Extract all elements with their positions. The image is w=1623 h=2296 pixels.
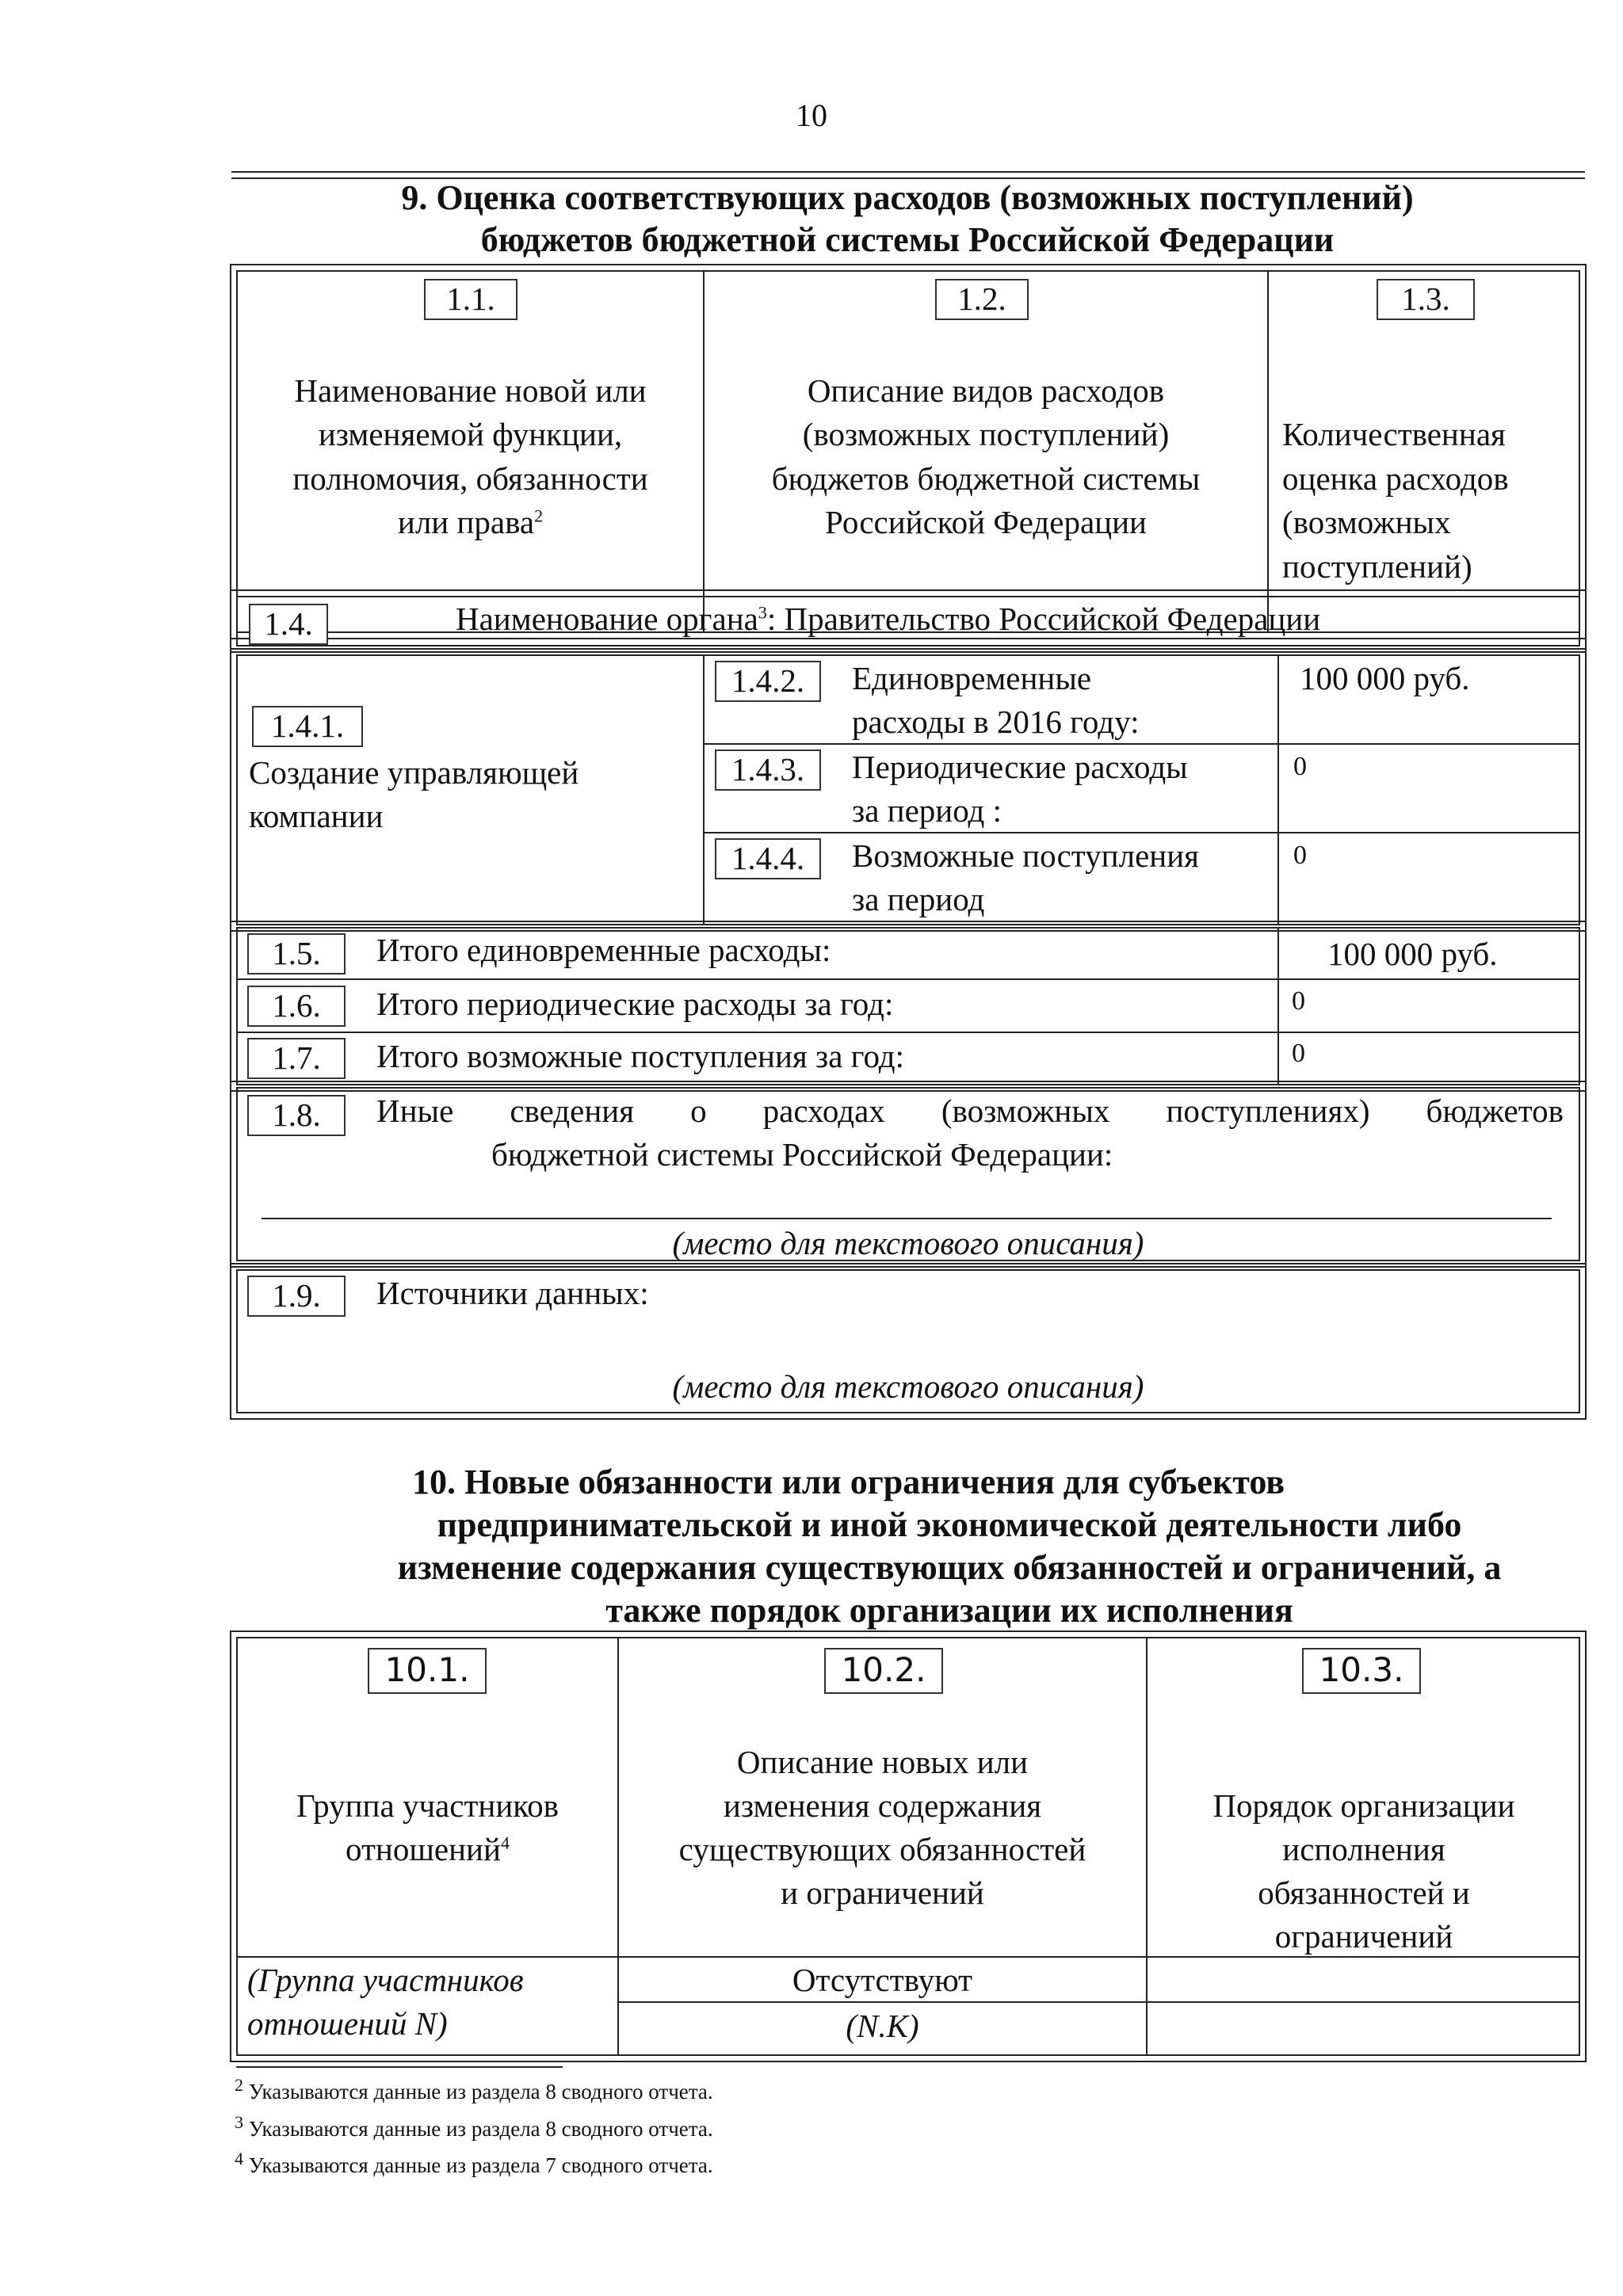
- s9-totals-divider: [1277, 927, 1279, 1085]
- footnote-4: [235, 2149, 713, 2177]
- footnote-4-num: 4: [235, 2149, 243, 2168]
- function-name-line1: Создание управляющей: [249, 754, 579, 791]
- row-1-4-4-line1: Возможные поступления: [852, 837, 1200, 874]
- footnote-2-text: Указываются данные из раздела 8 сводного отчета.: [243, 2080, 713, 2103]
- s10-desc-line2: (N.K): [846, 2008, 919, 2044]
- s10-desc-line1: Отсутствуют: [792, 1962, 973, 1998]
- organ-label: Наименование органа: [456, 601, 758, 637]
- total-1-7-label: Итого возможные поступления за год:: [376, 1038, 905, 1074]
- row-1-4-4-value: 0: [1293, 841, 1307, 870]
- sources-placeholder: (место для текстового описания): [672, 1368, 1144, 1405]
- section9-title-line2: бюджетов бюджетной системы Российской Федерации: [480, 220, 1335, 259]
- s10-group-line1: (Группа участников: [247, 1962, 524, 1998]
- s10-c1-line2-text: отношений: [346, 1831, 501, 1867]
- footnote-2: [235, 2075, 713, 2103]
- c3-line3: (возможных: [1282, 504, 1451, 540]
- c1-line3: полномочия, обязанности: [292, 460, 648, 497]
- row-1-4-4-line2: за период: [852, 881, 985, 917]
- s10-c3-line4: ограничений: [1274, 1918, 1453, 1955]
- footnote-4-text: Указываются данные из раздела 7 сводного отчета.: [243, 2153, 713, 2177]
- other-description-rule: [262, 1218, 1552, 1219]
- code-1-8: 1.8.: [247, 1095, 346, 1136]
- organ-value: : Правительство Российской Федерации: [766, 601, 1321, 637]
- s10-c2-line3: существующих обязанностей: [678, 1831, 1086, 1867]
- section9-title-line1: 9. Оценка соответствующих расходов (возможных поступлений): [401, 178, 1414, 217]
- footnote-3-num: 3: [235, 2112, 243, 2132]
- s10-c1-line2: [238, 1828, 617, 1871]
- row-1-4-3-line2: за период :: [852, 792, 1002, 829]
- s10-c2-line1: Описание новых или: [736, 1744, 1029, 1780]
- code-1-5: 1.5.: [247, 933, 346, 974]
- other-line1: Иные сведения о расходах (возможных поступлениях) бюджетов: [376, 1093, 1564, 1129]
- code-1-1: 1.1.: [424, 279, 517, 320]
- code-1-4: 1.4.: [249, 604, 328, 645]
- c2-line3: бюджетов бюджетной системы: [771, 460, 1201, 497]
- c1-line1: Наименование новой или: [294, 372, 647, 409]
- top-rule: [231, 171, 1585, 173]
- total-1-6-value: 0: [1292, 986, 1305, 1016]
- footnote-ref-3: 3: [758, 602, 767, 623]
- s9-header-divider-2: [1267, 270, 1269, 633]
- section10-title-line1: 10. Новые обязанности или ограничения для субъектов: [412, 1463, 1285, 1501]
- section10-title-line2: предпринимательской и иной экономической деятельности либо: [437, 1505, 1462, 1544]
- footnote-separator: [236, 2066, 563, 2068]
- row-1-4-2-line2: расходы в 2016 году:: [852, 704, 1140, 740]
- c2-line1: Описание видов расходов: [807, 372, 1165, 409]
- section10-title-line4: также порядок организации их исполнения: [605, 1591, 1293, 1630]
- s9-function-row-line-2: [703, 832, 1580, 833]
- code-10-3: 10.3.: [1302, 1648, 1421, 1694]
- page-number: 10: [796, 97, 827, 133]
- c1-line2: изменяемой функции,: [318, 416, 623, 452]
- function-name-line2: компании: [249, 798, 384, 834]
- s9-function-divider-2: [1277, 654, 1279, 925]
- s9-totals-line-1: [236, 978, 1580, 980]
- total-1-5-value: 100 000 руб.: [1327, 936, 1498, 972]
- organ-line: [456, 597, 1320, 641]
- s10-c2-line2: изменения содержания: [723, 1787, 1042, 1824]
- code-1-2: 1.2.: [935, 279, 1029, 320]
- code-1-3: 1.3.: [1377, 279, 1475, 320]
- total-1-7-value: 0: [1292, 1039, 1305, 1068]
- c3-line2: оценка расходов: [1282, 460, 1509, 497]
- code-1-4-1: 1.4.1.: [252, 706, 363, 747]
- code-1-4-4: 1.4.4.: [715, 838, 821, 879]
- total-1-5-label: Итого единовременные расходы:: [376, 932, 831, 968]
- code-1-4-2: 1.4.2.: [715, 661, 821, 702]
- c2-line2: (возможных поступлений): [802, 416, 1170, 452]
- code-10-1: 10.1.: [368, 1648, 487, 1694]
- s10-c3-line1: Порядок организации: [1212, 1787, 1515, 1824]
- row-1-4-2-value: 100 000 руб.: [1300, 660, 1470, 696]
- row-1-4-3-line1: Периодические расходы: [852, 749, 1188, 785]
- s10-c2-line4: и ограничений: [781, 1875, 984, 1911]
- code-1-9: 1.9.: [247, 1276, 346, 1317]
- code-1-7: 1.7.: [247, 1038, 346, 1079]
- footnote-2-num: 2: [235, 2075, 243, 2095]
- footnote-3: [235, 2112, 713, 2141]
- s9-function-row-line-1: [703, 743, 1580, 745]
- c2-line4: Российской Федерации: [825, 504, 1147, 540]
- code-1-6: 1.6.: [247, 986, 346, 1027]
- row-1-4-3-value: 0: [1293, 752, 1307, 781]
- section10-title-line3: изменение содержания существующих обязанностей и ограничений, а: [397, 1548, 1502, 1587]
- c3-line1: Количественная: [1282, 416, 1506, 452]
- code-1-4-3: 1.4.3.: [715, 749, 821, 791]
- s10-c3-line3: обязанностей и: [1258, 1875, 1470, 1911]
- footnote-ref-2: 2: [534, 505, 544, 526]
- other-line2: бюджетной системы Российской Федерации:: [491, 1136, 1113, 1173]
- other-placeholder: (место для текстового описания): [672, 1225, 1144, 1261]
- footnote-ref-4: 4: [500, 1833, 510, 1853]
- s10-group-line2: отношений N): [247, 2005, 448, 2042]
- c1-line4: [238, 501, 703, 544]
- c1-line4-text: или права: [397, 504, 535, 540]
- s10-c1-line1: Группа участников: [296, 1787, 559, 1824]
- footnote-3-text: Указываются данные из раздела 8 сводного отчета.: [243, 2117, 713, 2141]
- sources-label: Источники данных:: [376, 1275, 649, 1311]
- s9-totals-line-2: [236, 1032, 1580, 1033]
- s9-function-divider-1: [703, 654, 705, 925]
- s10-c3-line2: исполнения: [1282, 1831, 1445, 1867]
- code-10-2: 10.2.: [824, 1648, 943, 1694]
- c3-line4: поступлений): [1282, 548, 1472, 585]
- row-1-4-2-line1: Единовременные: [852, 660, 1092, 696]
- total-1-6-label: Итого периодические расходы за год:: [376, 986, 894, 1022]
